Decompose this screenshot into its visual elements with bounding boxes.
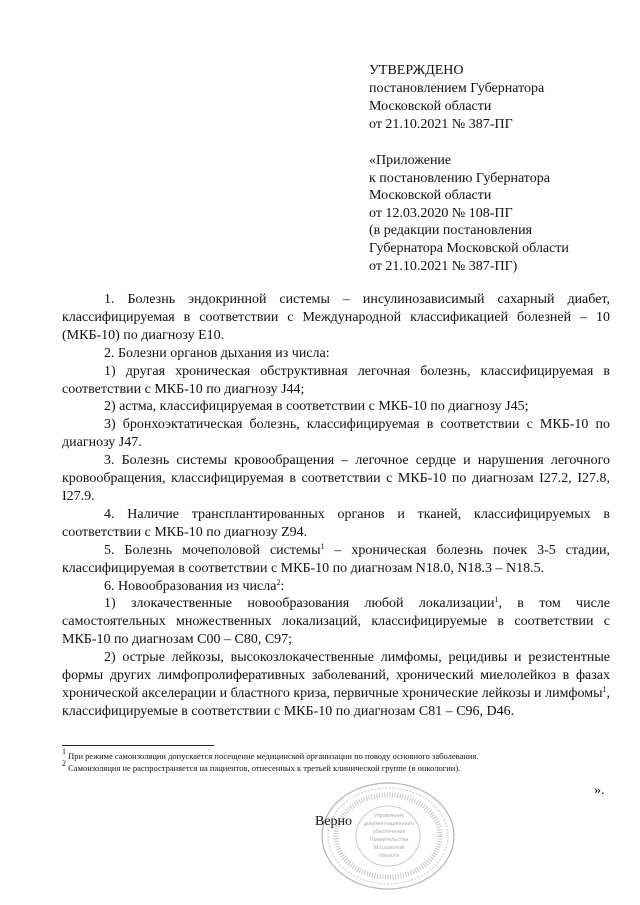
appendix-line: Губернатора Московской области [369,240,569,256]
approval-title: УТВЕРЖДЕНО [369,63,464,78]
footnote-mark: 1 [62,747,66,756]
footnote-1-text: При режиме самоизоляции допускается посещение медицинской организации по поводу основного заболевания. [66,751,479,761]
document-body [62,291,610,721]
item-2-3: 3) бронхоэктатическая болезнь, классифицируемая в соответствии с МКБ-10 по диагнозу J47. [62,417,610,451]
footnote-2 [62,759,622,774]
closing-quote: ». [594,783,605,798]
approval-line: от 21.10.2021 № 387-ПГ [369,117,513,132]
appendix-line: Московской области [369,188,492,204]
item-6-2-text-cont: , классифицируемые в соответствии с МКБ-10 по диагнозам С81 – С96, D46. [62,685,610,719]
approval-line: Московской области [369,99,492,114]
item-6-2-text: 2) острые лейкозы, высокозлокачественные лимфомы, рецидивы и резистентные формы других лимфопролиферативных заболеваний, хронический миелолейкоз в фазах хронической акселерации и бластного криза, первичные хронические лейкозы и лимфомы [62,650,610,701]
appendix-line: «Приложение [369,153,452,168]
item-6-2 [62,649,610,721]
item-2-1: 1) другая хроническая обструктивная легочная болезнь, классифицируемая в соответствии с МКБ-10 по диагнозу J44; [62,363,610,397]
item-6-1-text: 1) злокачественные новообразования любой локализации [104,596,495,612]
item-3: 3. Болезнь системы кровообращения – легочное сердце и нарушения легочного кровообращения, классифицируемая в соответствии с МКБ-10 по диагнозам I27.2, I27.8, I27.9. [62,453,610,504]
seal-line: области [378,853,400,859]
appendix-header [369,152,569,275]
seal-line: Московской [373,845,405,851]
appendix-line: (в редакции постановления [369,223,533,239]
footnote-ref: 1 [494,595,499,605]
seal-line: документационного [363,821,415,827]
footnote-ref: 1 [320,541,325,551]
item-6-text: 6. Новообразования из числа [104,578,277,594]
approval-line: постановлением Губернатора [369,81,545,96]
seal-line: Правительства [369,837,409,843]
footnotes [62,747,622,774]
item-2-2: 2) астма, классифицируемая в соответствии с МКБ-10 по диагнозу J45; [104,399,529,415]
item-6-text-cont: : [280,578,285,594]
footnote-ref: 1 [602,684,607,694]
item-6-1 [62,595,610,649]
seal-text [363,812,415,860]
approval-stamp [369,62,544,134]
item-6 [62,578,610,596]
appendix-line: к постановлению Губернатора [369,170,550,186]
item-5-text-cont: – хроническая болезнь почек 3-5 стадии, классифицируемая в соответствии с МКБ-10 по диагнозам N18.0, N18.3 – N18.5. [62,542,611,576]
item-2: 2. Болезни органов дыхания из числа: [104,345,330,361]
item-1: 1. Болезнь эндокринной системы – инсулинозависимый сахарный диабет, классифицируемая в соответствии с Международной классификацией болезней – 10 (МКБ-10) по диагнозу Е10. [62,292,610,343]
footnote-divider [62,745,214,746]
appendix-line: от 21.10.2021 № 387-ПГ) [369,258,518,274]
item-6-1-text-cont: , в том числе самостоятельных множественных локализаций, классифицируемые в соответствии с МКБ-10 по диагнозам С00 – С80, С97; [62,596,610,648]
footnote-ref: 2 [276,577,281,587]
footnote-mark: 2 [62,759,66,768]
footnote-2-text: Самоизоляция не распространяется на пациентов, отнесенных к третьей клинической группе (в онкологии). [66,763,461,773]
item-5-text: 5. Болезнь мочеполовой системы [104,542,321,558]
item-5 [62,542,610,578]
appendix-line: от 12.03.2020 № 108-ПГ [369,205,513,221]
footnote-1 [62,747,622,762]
certified-label: Верно [315,814,353,829]
seal-line: Управление [373,813,405,819]
item-4: 4. Наличие трансплантированных органов и тканей, классифицируемых в соответствии с МКБ-10 по диагнозу Z94. [62,506,610,540]
seal-line: обеспечения [372,829,406,835]
